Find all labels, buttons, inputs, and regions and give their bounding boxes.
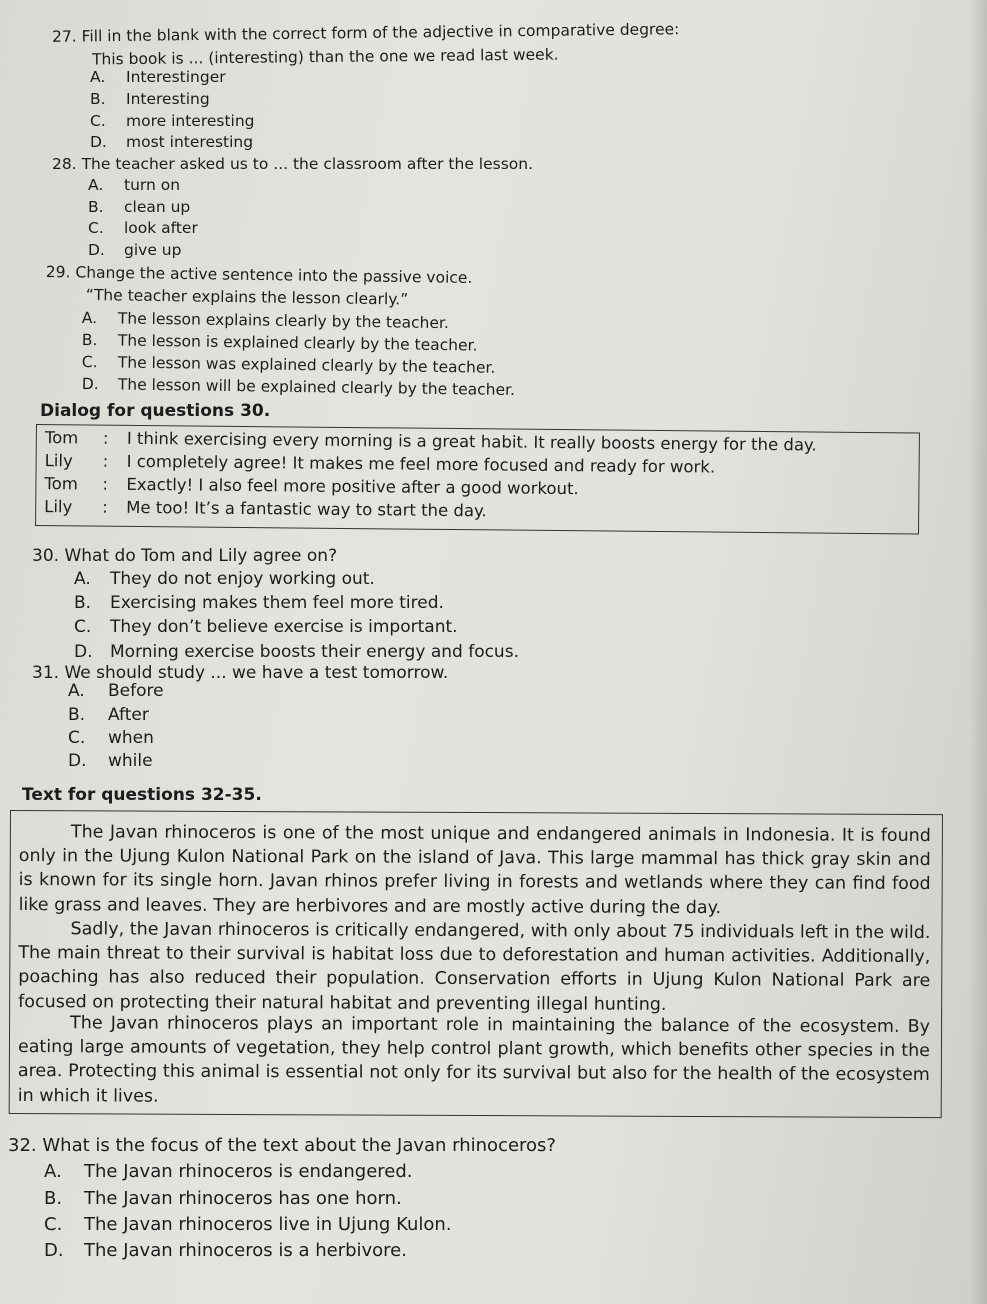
q28-question-text: The teacher asked us to ... the classroom after the lesson.: [81, 155, 534, 173]
q31-question: [32, 663, 448, 683]
q31-number: 31.: [32, 663, 60, 683]
dialog-text: I completely agree! It makes me feel more focused and ready for work.: [126, 451, 716, 477]
reading-heading: Text for questions 32-35.: [22, 785, 262, 805]
q27-sentence: This book is ... (interesting) than the one we read last week.: [91, 45, 559, 69]
q32-option-c: C. The Javan rhinoceros live in Ujung Kulon.: [44, 1214, 452, 1235]
reading-paragraph-2: Sadly, the Javan rhinoceros is critically endangered, with only about 75 individuals left in the wild. The main threat to their survival is habitat loss due to deforestation and human activities. Additionally, poaching has also reduced their population. Conservation efforts in Ujung Kulon National Park are focused on protecting their natural habitat and preventing illegal hunting.: [18, 919, 931, 1015]
q30-option-a: A. They do not enjoy working out.: [74, 569, 375, 589]
q29-option-a: A. The lesson explains clearly by the teacher.: [81, 309, 449, 333]
dialog-line: Tom : Exactly! I also feel more positive after a good workout.: [44, 474, 579, 499]
q29-option-d: D. The lesson will be explained clearly by the teacher.: [81, 375, 516, 400]
page-edge-shadow: [969, 0, 987, 1304]
q28-option-d: D. give up: [88, 241, 182, 259]
q30-option-d: D. Morning exercise boosts their energy and focus.: [74, 642, 519, 662]
q32-option-b: B. The Javan rhinoceros has one horn.: [44, 1188, 402, 1209]
reading-paragraph-3: The Javan rhinoceros plays an important role in maintaining the balance of the ecosystem. By eating large amounts of vegetation, they help control plant growth, which benefits other species in the area. Protecting this animal is essential not only for its survival but also for the health of the ecosystem in which it lives.: [17, 1013, 931, 1107]
q31-option-d: D. while: [68, 751, 153, 771]
q27-option-b: B. Interesting: [90, 90, 210, 108]
q28-option-a: A. turn on: [88, 176, 181, 194]
q29-question: [46, 263, 473, 287]
dialog-text: Exactly! I also feel more positive after a good workout.: [126, 474, 579, 499]
dialog-text: Me too! It’s a fantastic way to start the day.: [126, 497, 487, 521]
q27-number: 27.: [51, 27, 77, 46]
q32-question: [8, 1135, 556, 1156]
q32-question-text: What is the focus of the text about the Javan rhinoceros?: [42, 1135, 556, 1156]
dialog-line: Tom : I think exercising every morning is a great habit. It really boosts energy for the day.: [44, 428, 817, 455]
q31-option-c: C. when: [68, 728, 154, 748]
q32-option-d: D. The Javan rhinoceros is a herbivore.: [44, 1240, 407, 1261]
q27-question: [52, 20, 680, 46]
q29-sentence: “The teacher explains the lesson clearly.”: [85, 286, 409, 309]
q28-number: 28.: [52, 155, 77, 173]
reading-paragraph-1: The Javan rhinoceros is one of the most unique and endangered animals in Indonesia. It is found only in the Ujung Kulon National Park on the island of Java. This large mammal has thick gray skin and is known for its single horn. Javan rhinos prefer living in forests and wetlands where they can find food like grass and leaves. They are herbivores and are mostly active during the day.: [18, 822, 931, 918]
q28-option-c: C. look after: [88, 219, 198, 237]
q31-question-text: We should study ... we have a test tomorrow.: [64, 663, 449, 683]
q31-option-a: A. Before: [68, 681, 164, 701]
q29-question-text: Change the active sentence into the passive voice.: [75, 263, 473, 287]
q29-option-c: C. The lesson was explained clearly by the teacher.: [81, 353, 496, 377]
q27-question-text: Fill in the blank with the correct form of the adjective in comparative degree:: [81, 20, 680, 46]
dialog-box: [35, 424, 920, 534]
dialog-speaker: Lily: [44, 451, 73, 471]
q27-option-c: C. more interesting: [90, 112, 255, 130]
q32-number: 32.: [8, 1135, 37, 1156]
dialog-line: Lily : Me too! It’s a fantastic way to start the day.: [44, 497, 487, 521]
dialog-speaker: Tom: [44, 474, 78, 494]
dialog-heading: Dialog for questions 30.: [40, 401, 271, 421]
q28-question: [52, 155, 533, 173]
q30-question-text: What do Tom and Lily agree on?: [64, 546, 338, 566]
q27-option-d: D. most interesting: [90, 133, 254, 151]
q28-option-b: B. clean up: [88, 198, 191, 216]
dialog-text: I think exercising every morning is a great habit. It really boosts energy for the day.: [126, 428, 817, 455]
q29-option-b: B. The lesson is explained clearly by the teacher.: [81, 331, 478, 355]
dialog-line: Lily : I completely agree! It makes me feel more focused and ready for work.: [44, 451, 716, 477]
reading-box: [9, 810, 943, 1118]
q30-option-b: B. Exercising makes them feel more tired.: [74, 593, 444, 613]
q30-number: 30.: [32, 546, 60, 566]
q29-number: 29.: [45, 263, 71, 282]
q31-option-b: B. After: [68, 705, 149, 725]
dialog-speaker: Lily: [44, 497, 73, 517]
q30-question: [32, 546, 337, 566]
q30-option-c: C. They don’t believe exercise is important.: [74, 617, 458, 637]
dialog-speaker: Tom: [44, 428, 79, 448]
q27-option-a: A. Interestinger: [90, 68, 226, 86]
q32-option-a: A. The Javan rhinoceros is endangered.: [44, 1161, 413, 1182]
